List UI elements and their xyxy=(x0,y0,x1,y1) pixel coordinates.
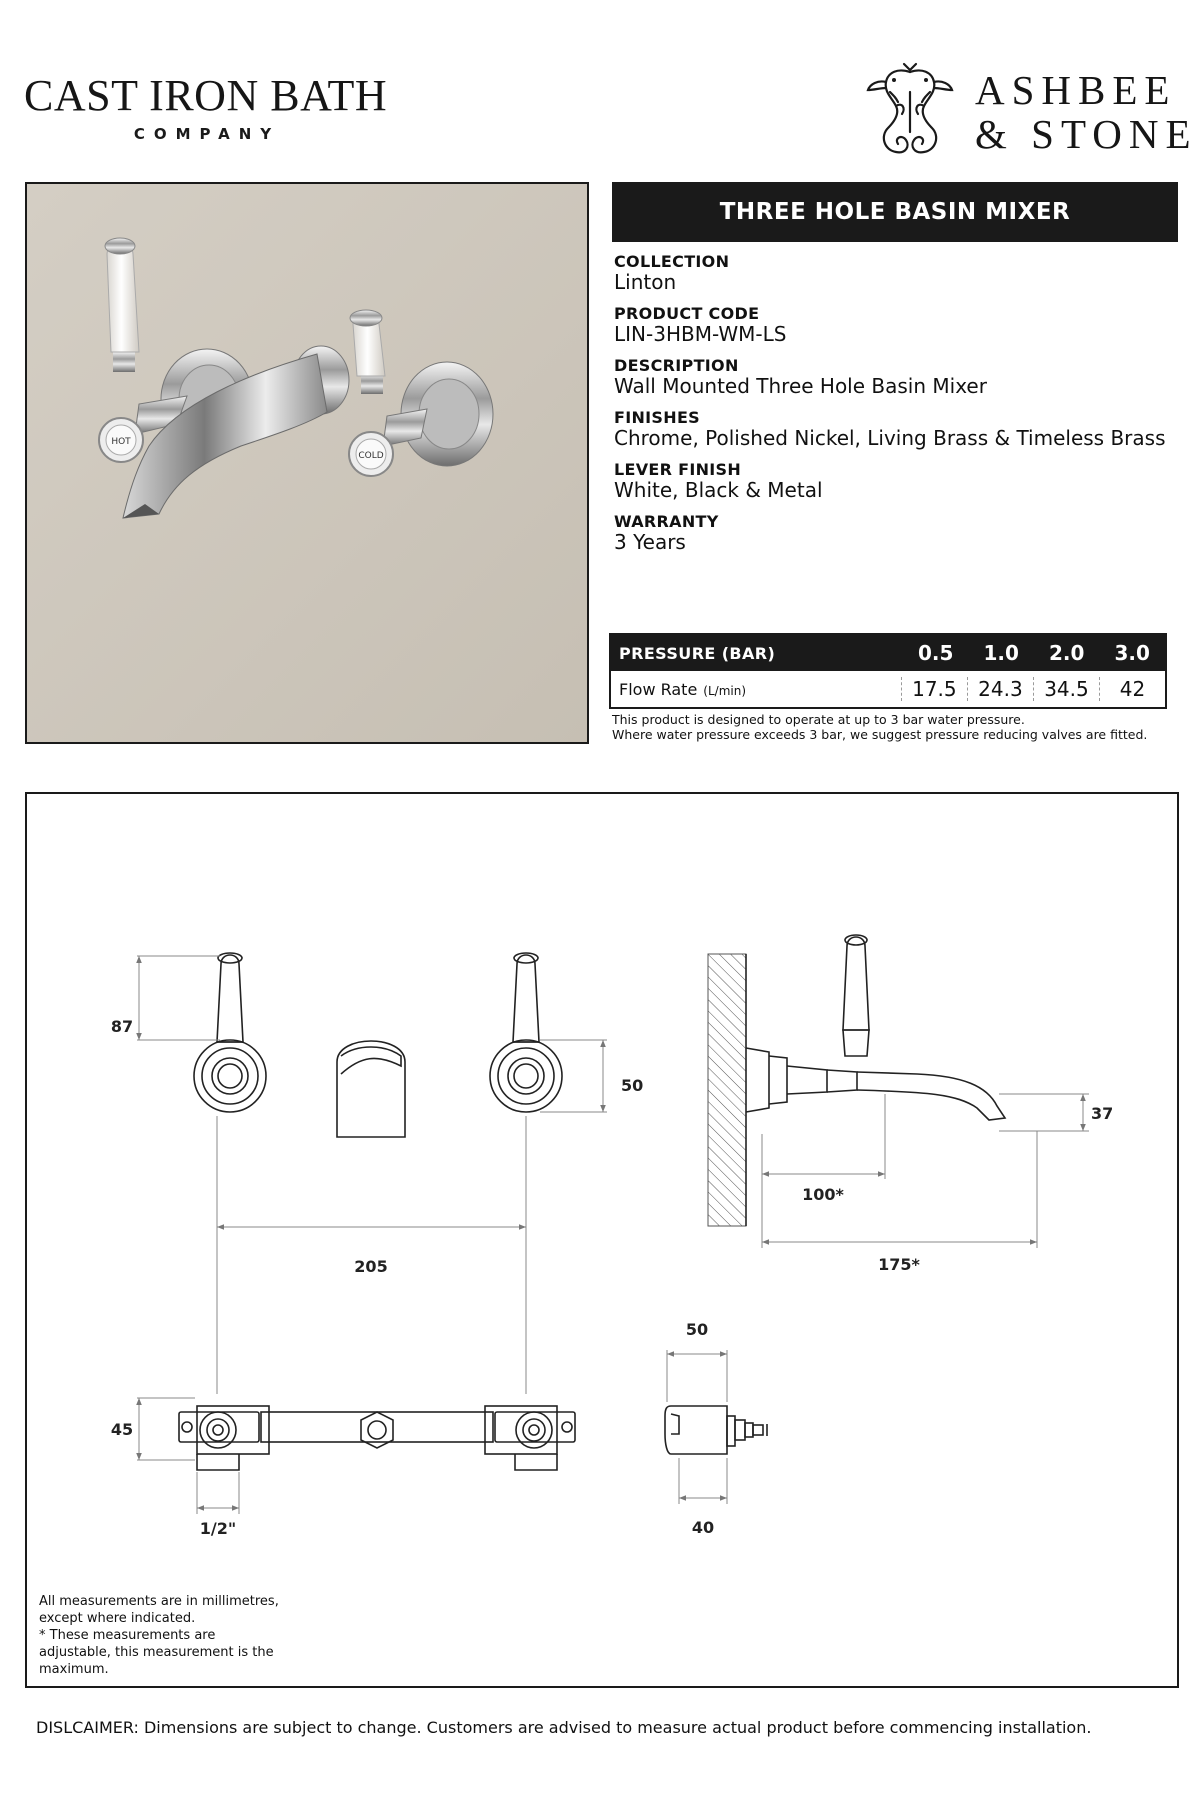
dim-body-depth: 50 xyxy=(685,1320,709,1339)
spec-value: Chrome, Polished Nickel, Living Brass & Timeless Brass xyxy=(614,426,1166,450)
spec-lever-finish xyxy=(614,460,1178,502)
pressure-value: 1.0 xyxy=(983,641,1019,665)
spec-collection xyxy=(614,252,1178,294)
product-photo xyxy=(25,182,589,744)
spec-value: Linton xyxy=(614,270,677,294)
spec-value: White, Black & Metal xyxy=(614,478,823,502)
concealed-body-side xyxy=(665,1406,767,1454)
note-line: adjustable, this measurement is the xyxy=(39,1645,274,1660)
spec-product-code xyxy=(614,304,1178,346)
dim-lever-body: 50 xyxy=(621,1076,644,1095)
flow-rate-value: 34.5 xyxy=(1033,677,1099,701)
pressure-value: 0.5 xyxy=(917,641,954,665)
brand-name-line1: ASHBEE xyxy=(975,67,1177,113)
seahorse-emblem-icon xyxy=(860,62,960,162)
dim-spout-projection: 100* xyxy=(802,1185,844,1204)
disclaimer: DISLCAIMER: Dimensions are subject to change. Customers are advised to measure actual product before commencing installation. xyxy=(36,1718,1092,1737)
front-view-spout xyxy=(337,1041,405,1137)
technical-drawing xyxy=(25,792,1179,1688)
pressure-note xyxy=(612,712,1147,742)
spec-label: DESCRIPTION xyxy=(614,356,739,375)
pressure-table xyxy=(609,633,1167,709)
brand-logo-cast-iron-bath xyxy=(24,70,390,143)
spec-label: PRODUCT CODE xyxy=(614,304,760,323)
side-view-mixer xyxy=(708,935,1005,1226)
brand-subtitle: COMPANY xyxy=(133,125,281,143)
pressure-value: 2.0 xyxy=(1048,641,1085,665)
flow-rate-text: Flow Rate xyxy=(619,679,698,699)
spec-warranty xyxy=(614,512,1178,554)
spec-value: LIN-3HBM-WM-LS xyxy=(614,322,787,346)
flow-rate-unit: (L/min) xyxy=(703,683,747,698)
pressure-header-label: PRESSURE (BAR) xyxy=(619,643,776,663)
brand-name-line2: & STONE xyxy=(975,111,1198,157)
flow-rate-value: 17.5 xyxy=(901,677,967,701)
front-view-right-valve xyxy=(490,953,562,1112)
measurement-note xyxy=(39,1593,319,1678)
spec-label: COLLECTION xyxy=(614,252,730,271)
note-line: All measurements are in millimetres, xyxy=(39,1594,279,1609)
brand-logo-ashbee-stone xyxy=(860,62,1198,162)
front-view-left-valve xyxy=(194,953,266,1112)
spec-finishes xyxy=(614,408,1178,450)
spec-value: 3 Years xyxy=(614,530,686,554)
product-title: THREE HOLE BASIN MIXER xyxy=(612,182,1178,242)
note-line: maximum. xyxy=(39,1662,109,1677)
dim-valve-height: 45 xyxy=(110,1420,134,1439)
pressure-note-line: Where water pressure exceeds 3 bar, we suggest pressure reducing valves are fitted. xyxy=(612,727,1148,742)
spec-label: LEVER FINISH xyxy=(614,460,742,479)
flow-rate-value: 24.3 xyxy=(967,677,1033,701)
spec-panel xyxy=(612,182,1178,554)
spec-value: Wall Mounted Three Hole Basin Mixer xyxy=(614,374,987,398)
spec-label: WARRANTY xyxy=(614,512,719,531)
brand-name: CAST IRON BATH xyxy=(24,71,388,120)
spec-description xyxy=(614,356,1178,398)
pressure-value: 3.0 xyxy=(1114,641,1150,665)
concealed-valve-body xyxy=(179,1406,575,1470)
dim-valve-centres: 205 xyxy=(354,1257,388,1276)
pressure-note-line: This product is designed to operate at up to 3 bar water pressure. xyxy=(612,712,1025,727)
flow-rate-row xyxy=(611,671,1165,707)
dim-body-base: 40 xyxy=(691,1518,715,1537)
cold-label: COLD xyxy=(358,451,384,461)
dim-lever-height: 87 xyxy=(110,1017,134,1036)
flow-rate-label xyxy=(611,680,901,699)
spec-label: FINISHES xyxy=(614,408,700,427)
flow-rate-value: 42 xyxy=(1099,677,1165,701)
dim-thread-size: 1/2" xyxy=(199,1519,237,1538)
pressure-table-header xyxy=(611,635,1165,671)
dim-overall-projection: 175* xyxy=(878,1255,920,1274)
note-line: * These measurements are xyxy=(39,1628,216,1643)
note-line: except where indicated. xyxy=(39,1611,196,1626)
hot-label: HOT xyxy=(111,437,131,447)
dim-spout-drop: 37 xyxy=(1091,1104,1114,1123)
